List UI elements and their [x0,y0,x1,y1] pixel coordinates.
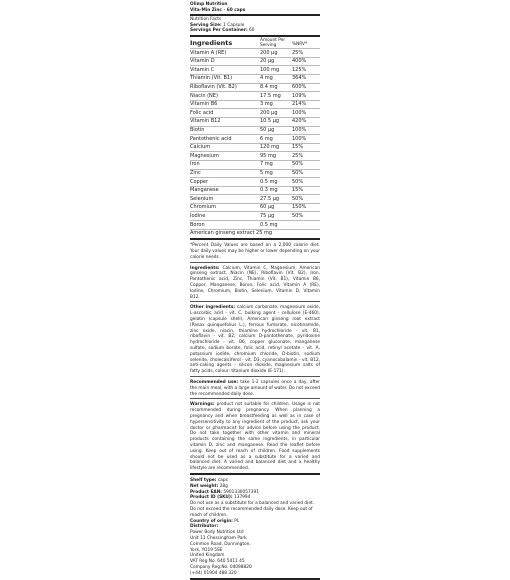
row-amount: 5 mg [260,169,273,176]
row-nrv: 420% [292,118,307,125]
row-name: Vitamin D [190,58,215,65]
row-name: Zinc [190,169,201,176]
table-row [190,108,320,117]
origin-value: PL [234,518,240,524]
row-name: Pantothenic acid [190,135,232,142]
row-amount: 20 µg [260,58,275,65]
row-name: Manganese [190,187,219,194]
row-amount: 200 µg [260,109,278,116]
distributor-line: United Kingdom [190,553,225,559]
row-name: Vitamin A (RE) [190,49,227,56]
row-nrv: 109% [292,92,307,99]
row-name: American ginseng extract 25 mg [190,230,273,237]
distributor-line: (+44) 01904 488 320 [190,570,237,576]
row-name: Vitamin C [190,66,215,73]
info-label: Product EAN: [190,489,223,495]
row-name: Folic acid [190,109,214,116]
table-row [190,194,320,203]
row-nrv: 214% [292,101,307,108]
row-nrv: 50% [292,161,304,168]
servings-per-container [190,28,320,34]
row-nrv: 100% [292,135,307,142]
row-name: Boron [190,221,205,228]
serving-size-value: 1 Capsule [223,22,245,28]
section-rule [190,398,320,399]
row-name: Calcium [190,144,211,151]
usage-text: take 1-2 capsules once a day, after the main meal, with a large amount of water. Do not exceed the recommended daily dose. [190,380,321,397]
info-label: Shelf type: [190,477,217,483]
row-amount: 7 mg [260,161,273,168]
distributor-label: Distributor: [190,524,219,530]
row-name: Selenium [190,195,214,202]
serving-size-label: Serving Size: [190,22,222,28]
label-bottom-rule [190,578,320,580]
usage-label: Recommended use: [190,380,239,385]
row-nrv: 50% [292,195,304,202]
row-amount: 4 mg [260,75,273,82]
distributor-line: York, YO19 5SE [190,547,223,553]
table-row [190,186,320,195]
table-row [190,126,320,135]
row-amount: 17.5 mg [260,92,281,99]
row-name: Iodine [190,212,206,219]
row-name: Chromium [190,204,216,211]
table-row [190,117,320,126]
row-name: Magnesium [190,152,219,159]
row-amount: 27.5 µg [260,195,280,202]
table-row [190,220,320,229]
distributor-line: Power Body Nutrition Ltd [190,530,244,536]
row-nrv: 100% [292,109,307,116]
info-value: caps [217,477,228,483]
other-ingredients-section [190,305,320,375]
row-amount: 75 µg [260,212,275,219]
row-amount: 50 µg [260,126,275,133]
row-amount: 3 mg [260,101,273,108]
row-amount: 0.5 mg [260,221,278,228]
supplement-label [190,0,321,576]
column-amount: Amount Per Serving [260,37,286,49]
other-ingredients-text: calcium carbonate, magnesium oxide, L-ascorbic acid - vit. C, bulking agent - cellulose (E-460), gelatin (capsule shell), American ginseng root extract (Panax quinquefolius L.), ferrous fumarate, nicotinamide, zinc oxide, niacin, thiamine hydrochloride - vit. B1, riboflavin - vit. B2, calcium D-pantothenate, pyridoxine hydrochloride - vit. B6, copper gluconate, manganese sulfate, sodium borate, folic acid, retinyl acetate - vit. A, potassium iodide, chromium chloride, D-biotin, sodium selenite, cholecalciferol - vit. D3, cyanocobalamin - vit. B12, anti-caking agents - silicon dioxide, magnesium salts of fatty acids, colour: titanium dioxide (E-171). [190,305,320,375]
info-label: Net weight: [190,483,219,489]
warnings-section [190,402,320,472]
nutrition-table [190,48,320,237]
row-name: Vitamin B6 [190,101,218,108]
row-name: Riboflavin (Vit. B2) [190,84,237,90]
info-label: Product ID (SKU): [190,495,233,501]
table-row [190,177,320,186]
row-amount: 0.5 mg [260,178,278,185]
servings-label: Servings Per Container: [190,28,248,34]
table-row [190,91,320,100]
row-amount: 6 mg [260,135,273,142]
row-amount: 95 mg [260,152,276,159]
row-nrv: 50% [292,212,304,219]
ingredients-label: Ingredients: [190,265,220,271]
ingredients-section [190,266,320,301]
table-row [190,65,320,74]
row-nrv: 15% [292,187,304,194]
label-header [190,2,320,37]
row-amount: 8.4 mg [260,84,278,90]
row-amount: 100 mg [260,66,280,73]
info-value: 28g [219,483,228,489]
section-rule [190,473,320,475]
row-amount: 200 µg [260,49,278,56]
product-info-section [190,478,320,577]
row-nrv: 100% [292,126,307,133]
nutrition-table-header [190,38,320,48]
row-name: Copper [190,178,209,185]
warnings-text: product not suitable for children. Usage is not recommended during pregnancy. When planning a pregnancy and when breastfeeding as well as in case of hypersensitivity to any ingredient of the product, ask your doctor or pharmacist for advice before using the product. Do not take together with other vitamin and mineral products containing the same ingredients, in particular vitamin D, zinc and manganese. Read the leaflet before using. Keep out of reach of children. Food supplements should not be used as a substitute for a varied and balanced diet. A varied and balanced diet and a healthy lifestyle are recommended. [190,402,320,472]
info-value: 137994 [233,495,251,501]
section-rule [190,262,320,263]
table-row [190,74,320,83]
row-amount: 60 µg [260,204,275,211]
table-row [190,100,320,109]
row-name: Niacin (NE) [190,92,218,99]
row-name: Biotin [190,126,205,133]
table-row [190,83,320,92]
row-nrv: 50% [292,169,304,176]
row-amount: 120 mg [260,144,280,151]
row-amount: 0.3 mg [260,187,278,194]
row-nrv: 25% [292,49,304,56]
header-rule [190,35,320,37]
distributor-line: Common Road, Dunnington, [190,541,251,547]
table-row [190,211,320,220]
servings-value: 60 [249,28,255,34]
table-row [190,229,320,238]
storage-text: Do not use as a substitute for a balanced and varied diet. Do not exceed the recommended daily dose. Keep out of reach of children. [190,501,315,518]
other-ingredients-label: Other ingredients: [190,305,236,311]
footnote: *Percent Daily Values are based on a 2,000 calorie diet. Your daily values may be higher or lower depending on your calorie needs. [190,243,320,260]
table-row [190,151,320,160]
table-row [190,169,320,178]
table-bottom-rule [190,238,320,240]
usage-section [190,380,320,397]
section-rule [190,376,320,377]
row-name: Vitamin B12 [190,118,221,125]
row-nrv: 50% [292,178,304,185]
brand-name: Olimp Nutrition [190,2,228,7]
row-nrv: 125% [292,66,307,73]
table-row [190,160,320,169]
distributor-line: Unit 11 Chessingham Park [190,535,247,541]
table-row [190,203,320,212]
product-name: Vita-Min Zinc - 60 caps [190,7,246,13]
header-rule [190,14,320,16]
distributor-line: Company Reg.No. 04098820 [190,564,252,570]
distributor-line: VAT Reg.No. 640 5411 45 [190,559,245,565]
origin-label: Country of origin: [190,518,233,524]
row-nrv: 150% [292,204,307,211]
row-nrv: 364% [292,75,307,82]
table-row [190,48,320,57]
row-amount: 10.5 µg [260,118,280,125]
row-nrv: 400% [292,58,307,65]
row-name: Iron [190,161,200,168]
table-row [190,134,320,143]
column-nrv: %NRV* [292,42,308,48]
ingredients-text: Calcium, Vitamin C, Magnesium, American ginseng extract, Niacin (NE), Riboflavin (Vit. B2), Iron, Pantothenic acid, Zinc, Thiamin (Vit. B1), Vitamin B6, Copper, Manganese, Boron, Folic acid, Vitamin A (RE), Iodine, Chromium, Biotin, Selenium, Vitamin D, Vitamin B12. [190,265,320,300]
table-row [190,143,320,152]
row-nrv: 25% [292,152,304,159]
section-rule [190,301,320,302]
facts-title: Nutrition Facts [190,17,222,23]
row-name: Thiamin (Vit. B1) [190,75,233,82]
column-ingredients: Ingredients [190,39,233,48]
info-value: 5901330057391 [223,489,259,495]
table-row [190,57,320,66]
warnings-label: Warnings: [190,402,215,408]
row-nrv: 600% [292,84,307,90]
row-nrv: 15% [292,144,304,151]
